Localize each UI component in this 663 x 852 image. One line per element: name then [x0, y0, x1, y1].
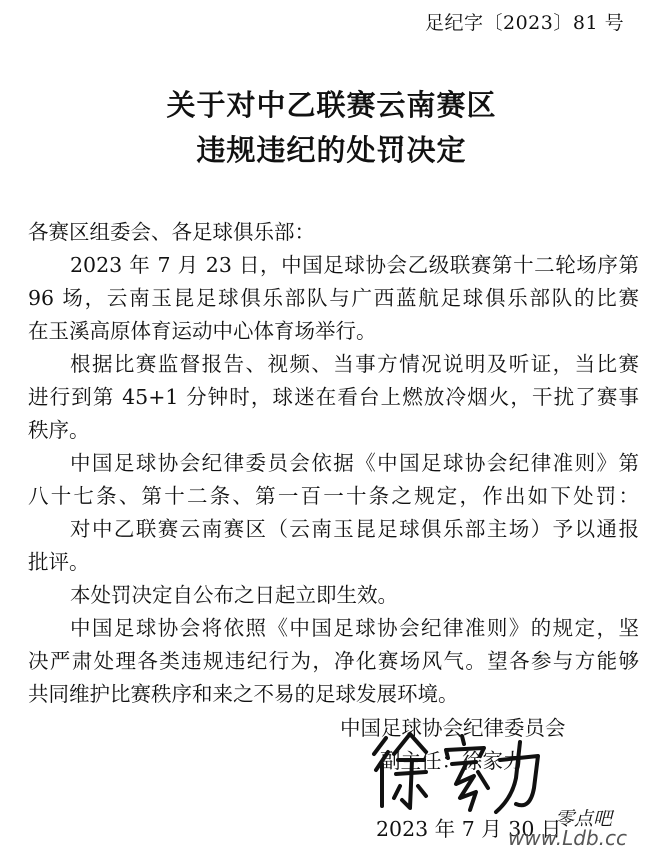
body-line: 96 场，云南玉昆足球俱乐部队与广西蓝航足球俱乐部队的比赛: [28, 286, 639, 310]
body-line: 对中乙联赛云南赛区（云南玉昆足球俱乐部主场）予以通报: [70, 517, 639, 541]
body-line: 中国足球协会将依照《中国足球协会纪律准则》的规定，坚: [70, 616, 639, 640]
body-line: 2023 年 7 月 23 日，中国足球协会乙级联赛第十二轮场序第: [70, 253, 639, 277]
body-line: 八十七条、第十二条、第一百一十条之规定，作出如下处罚：: [28, 484, 639, 508]
body-line: 进行到第 45+1 分钟时，球迷在看台上燃放冷烟火，干扰了赛事: [28, 385, 639, 409]
signing-organization: 中国足球协会纪律委员会: [340, 716, 566, 740]
body-line: 中国足球协会纪律委员会依据《中国足球协会纪律准则》第: [70, 451, 639, 475]
salutation: 各赛区组委会、各足球俱乐部：: [28, 220, 315, 244]
body-line: 根据比赛监督报告、视频、当事方情况说明及听证，当比赛: [70, 352, 639, 376]
body-line: 决严肃处理各类违规违纪行为，净化赛场风气。望各参与方能够: [28, 649, 639, 673]
watermark-url: www.Ldb.cc: [508, 826, 628, 850]
body-line: 秩序。: [28, 418, 90, 442]
signer-title: 副主任：徐家力: [380, 749, 524, 773]
body-line: 本处罚决定自公布之日起立即生效。: [70, 583, 398, 607]
document-title-line-2: 违规违纪的处罚决定: [196, 133, 467, 167]
body-line: 批评。: [28, 550, 90, 574]
handwritten-signature: [360, 726, 560, 816]
document-date: 2023 年 7 月 30 日: [376, 817, 562, 841]
watermark-text: 零点吧: [555, 808, 613, 830]
document-number: 足纪字〔2023〕81 号: [425, 12, 625, 34]
document-title-line-1: 关于对中乙联赛云南赛区: [166, 88, 497, 122]
body-line: 在玉溪高原体育运动中心体育场举行。: [28, 319, 377, 343]
body-line: 共同维护比赛秩序和来之不易的足球发展环境。: [28, 682, 459, 706]
